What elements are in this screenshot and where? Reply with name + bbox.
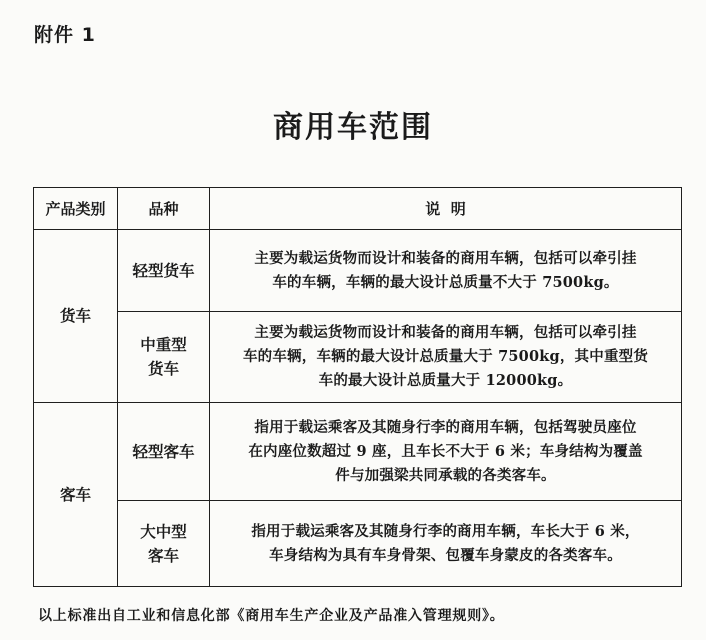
description-line: 主要为载运货物而设计和装备的商用车辆，包括可以牵引挂 <box>254 324 637 341</box>
description-line: 件与加强梁共同承载的各类客车。 <box>335 466 556 484</box>
table-row <box>34 403 682 501</box>
description-cell-light-truck <box>210 230 682 312</box>
description-line: 指用于载运乘客及其随身行李的商用车辆，车长大于 6 米， <box>251 522 640 540</box>
category-cell-bus: 客车 <box>34 403 118 587</box>
description-cell-light-bus <box>210 403 682 501</box>
kind-cell-medium-heavy-truck <box>118 312 210 403</box>
description-line: 在内座位数超过 9 座，且车长不大于 6 米；车身结构为覆盖 <box>248 442 643 460</box>
description-cell-large-medium-bus <box>210 501 682 587</box>
description-cell-medium-heavy-truck <box>210 312 682 403</box>
header-category: 产品类别 <box>34 188 118 230</box>
table-row <box>34 501 682 587</box>
description-line: 车的车辆，车辆的最大设计总质量不大于 7500kg。 <box>272 273 619 291</box>
kind-line: 中重型 <box>140 336 187 354</box>
kind-line: 大中型 <box>140 522 187 541</box>
description-line: 主要为载运货物而设计和装备的商用车辆，包括可以牵引挂 <box>254 249 637 267</box>
table-row <box>34 230 682 312</box>
attachment-label: 附件 1 <box>34 24 96 46</box>
source-footnote: 以上标准出自工业和信息化部《商用车生产企业及产品准入管理规则》。 <box>38 608 505 624</box>
description-line: 车的车辆，车辆的最大设计总质量大于 7500kg，其中重型货 <box>242 348 649 365</box>
description-line: 指用于载运乘客及其随身行李的商用车辆，包括驾驶员座位 <box>254 418 637 436</box>
description-line: 车的最大设计总质量大于 12000kg。 <box>318 372 573 389</box>
table-row <box>34 312 682 403</box>
document-title: 商用车范围 <box>273 110 433 145</box>
kind-cell-light-bus: 轻型客车 <box>118 403 210 501</box>
description-line: 车身结构为具有车身骨架、包覆车身蒙皮的各类客车。 <box>269 546 622 564</box>
header-kind: 品种 <box>118 188 210 230</box>
category-cell-truck: 货车 <box>34 230 118 403</box>
table-header-row <box>34 188 682 230</box>
kind-line: 客车 <box>147 546 179 565</box>
commercial-vehicle-scope-table <box>33 187 682 587</box>
kind-cell-light-truck: 轻型货车 <box>118 230 210 312</box>
header-description: 说 明 <box>210 188 682 230</box>
kind-cell-large-medium-bus <box>118 501 210 587</box>
kind-line: 货车 <box>147 360 179 378</box>
